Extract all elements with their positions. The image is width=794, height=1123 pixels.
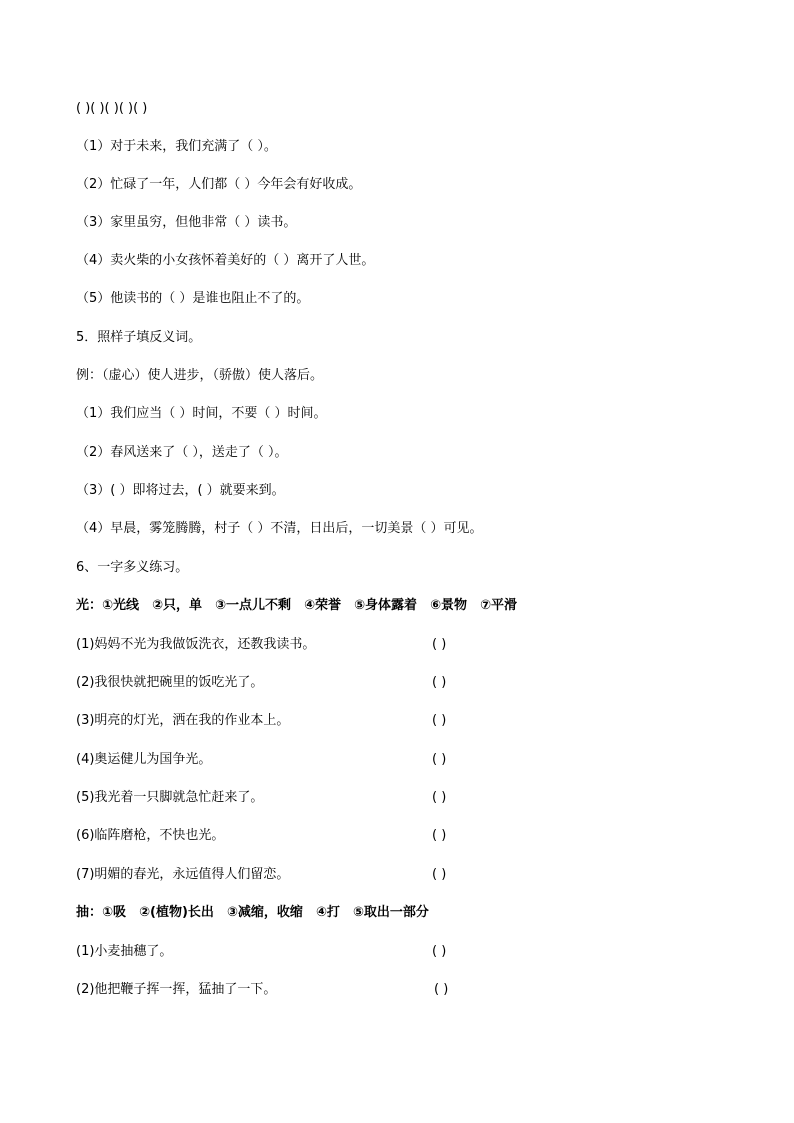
- q5-title: 5．照样子填反义词。: [76, 330, 202, 345]
- answer-blank: ( ): [432, 713, 447, 728]
- answer-blank: ( ): [434, 982, 449, 997]
- answer-blank: ( ): [432, 867, 447, 882]
- answer-blank: ( ): [432, 752, 447, 767]
- q4-item-3: （3）家里虽穷，但他非常（ ）读书。: [76, 215, 297, 230]
- q4-item-2: （2）忙碌了一年，人们都（ ）今年会有好收成。: [76, 177, 362, 192]
- guang-sentence-4: (4)奥运健儿为国争光。: [76, 752, 212, 767]
- q4-item-4: （4）卖火柴的小女孩怀着美好的（ ）离开了人世。: [76, 253, 375, 268]
- q4-item-5: （5）他读书的（ ）是谁也阻止不了的。: [76, 291, 310, 306]
- guang-sentence-7: (7)明媚的春光，永远值得人们留恋。: [76, 867, 290, 882]
- q5-item-2: （2）春风送来了（ ），送走了（ ）。: [76, 445, 288, 460]
- q5-item-1: （1）我们应当（ ）时间，不要（ ）时间。: [76, 406, 327, 421]
- chou-sentence-1: (1)小麦抽穗了。: [76, 944, 173, 959]
- answer-blank: ( ): [432, 637, 447, 652]
- guang-sentence-2: (2)我很快就把碗里的饭吃光了。: [76, 675, 264, 690]
- guang-sentence-5: (5)我光着一只脚就急忙赶来了。: [76, 790, 264, 805]
- guang-sentence-3: (3)明亮的灯光，洒在我的作业本上。: [76, 713, 290, 728]
- chou-meanings: 抽：①吸 ②(植物)长出 ③减缩，收缩 ④打 ⑤取出一部分: [76, 905, 429, 920]
- guang-sentence-1: (1)妈妈不光为我做饭洗衣，还教我读书。: [76, 637, 316, 652]
- q4-item-1: （1）对于未来，我们充满了（ ）。: [76, 139, 277, 154]
- q5-item-4: （4）早晨，雾笼腾腾，村子（ ）不清，日出后，一切美景（ ）可见。: [76, 521, 483, 536]
- answer-blank: ( ): [432, 675, 447, 690]
- q5-item-3: （3）( ）即将过去，( ）就要来到。: [76, 483, 285, 498]
- guang-sentence-6: (6)临阵磨枪，不快也光。: [76, 828, 225, 843]
- answer-blank: ( ): [432, 828, 447, 843]
- guang-meanings: 光：①光线 ②只，单 ③一点儿不剩 ④荣誉 ⑤身体露着 ⑥景物 ⑦平滑: [76, 598, 518, 613]
- header-blanks: ( )( )( )( )( ): [76, 101, 148, 116]
- chou-sentence-2: (2)他把鞭子挥一挥，猛抽了一下。: [76, 982, 277, 997]
- q5-example: 例：（虚心）使人进步，（骄傲）使人落后。: [76, 368, 324, 383]
- answer-blank: ( ): [432, 790, 447, 805]
- q6-title: 6、一字多义练习。: [76, 560, 189, 575]
- answer-blank: ( ): [432, 944, 447, 959]
